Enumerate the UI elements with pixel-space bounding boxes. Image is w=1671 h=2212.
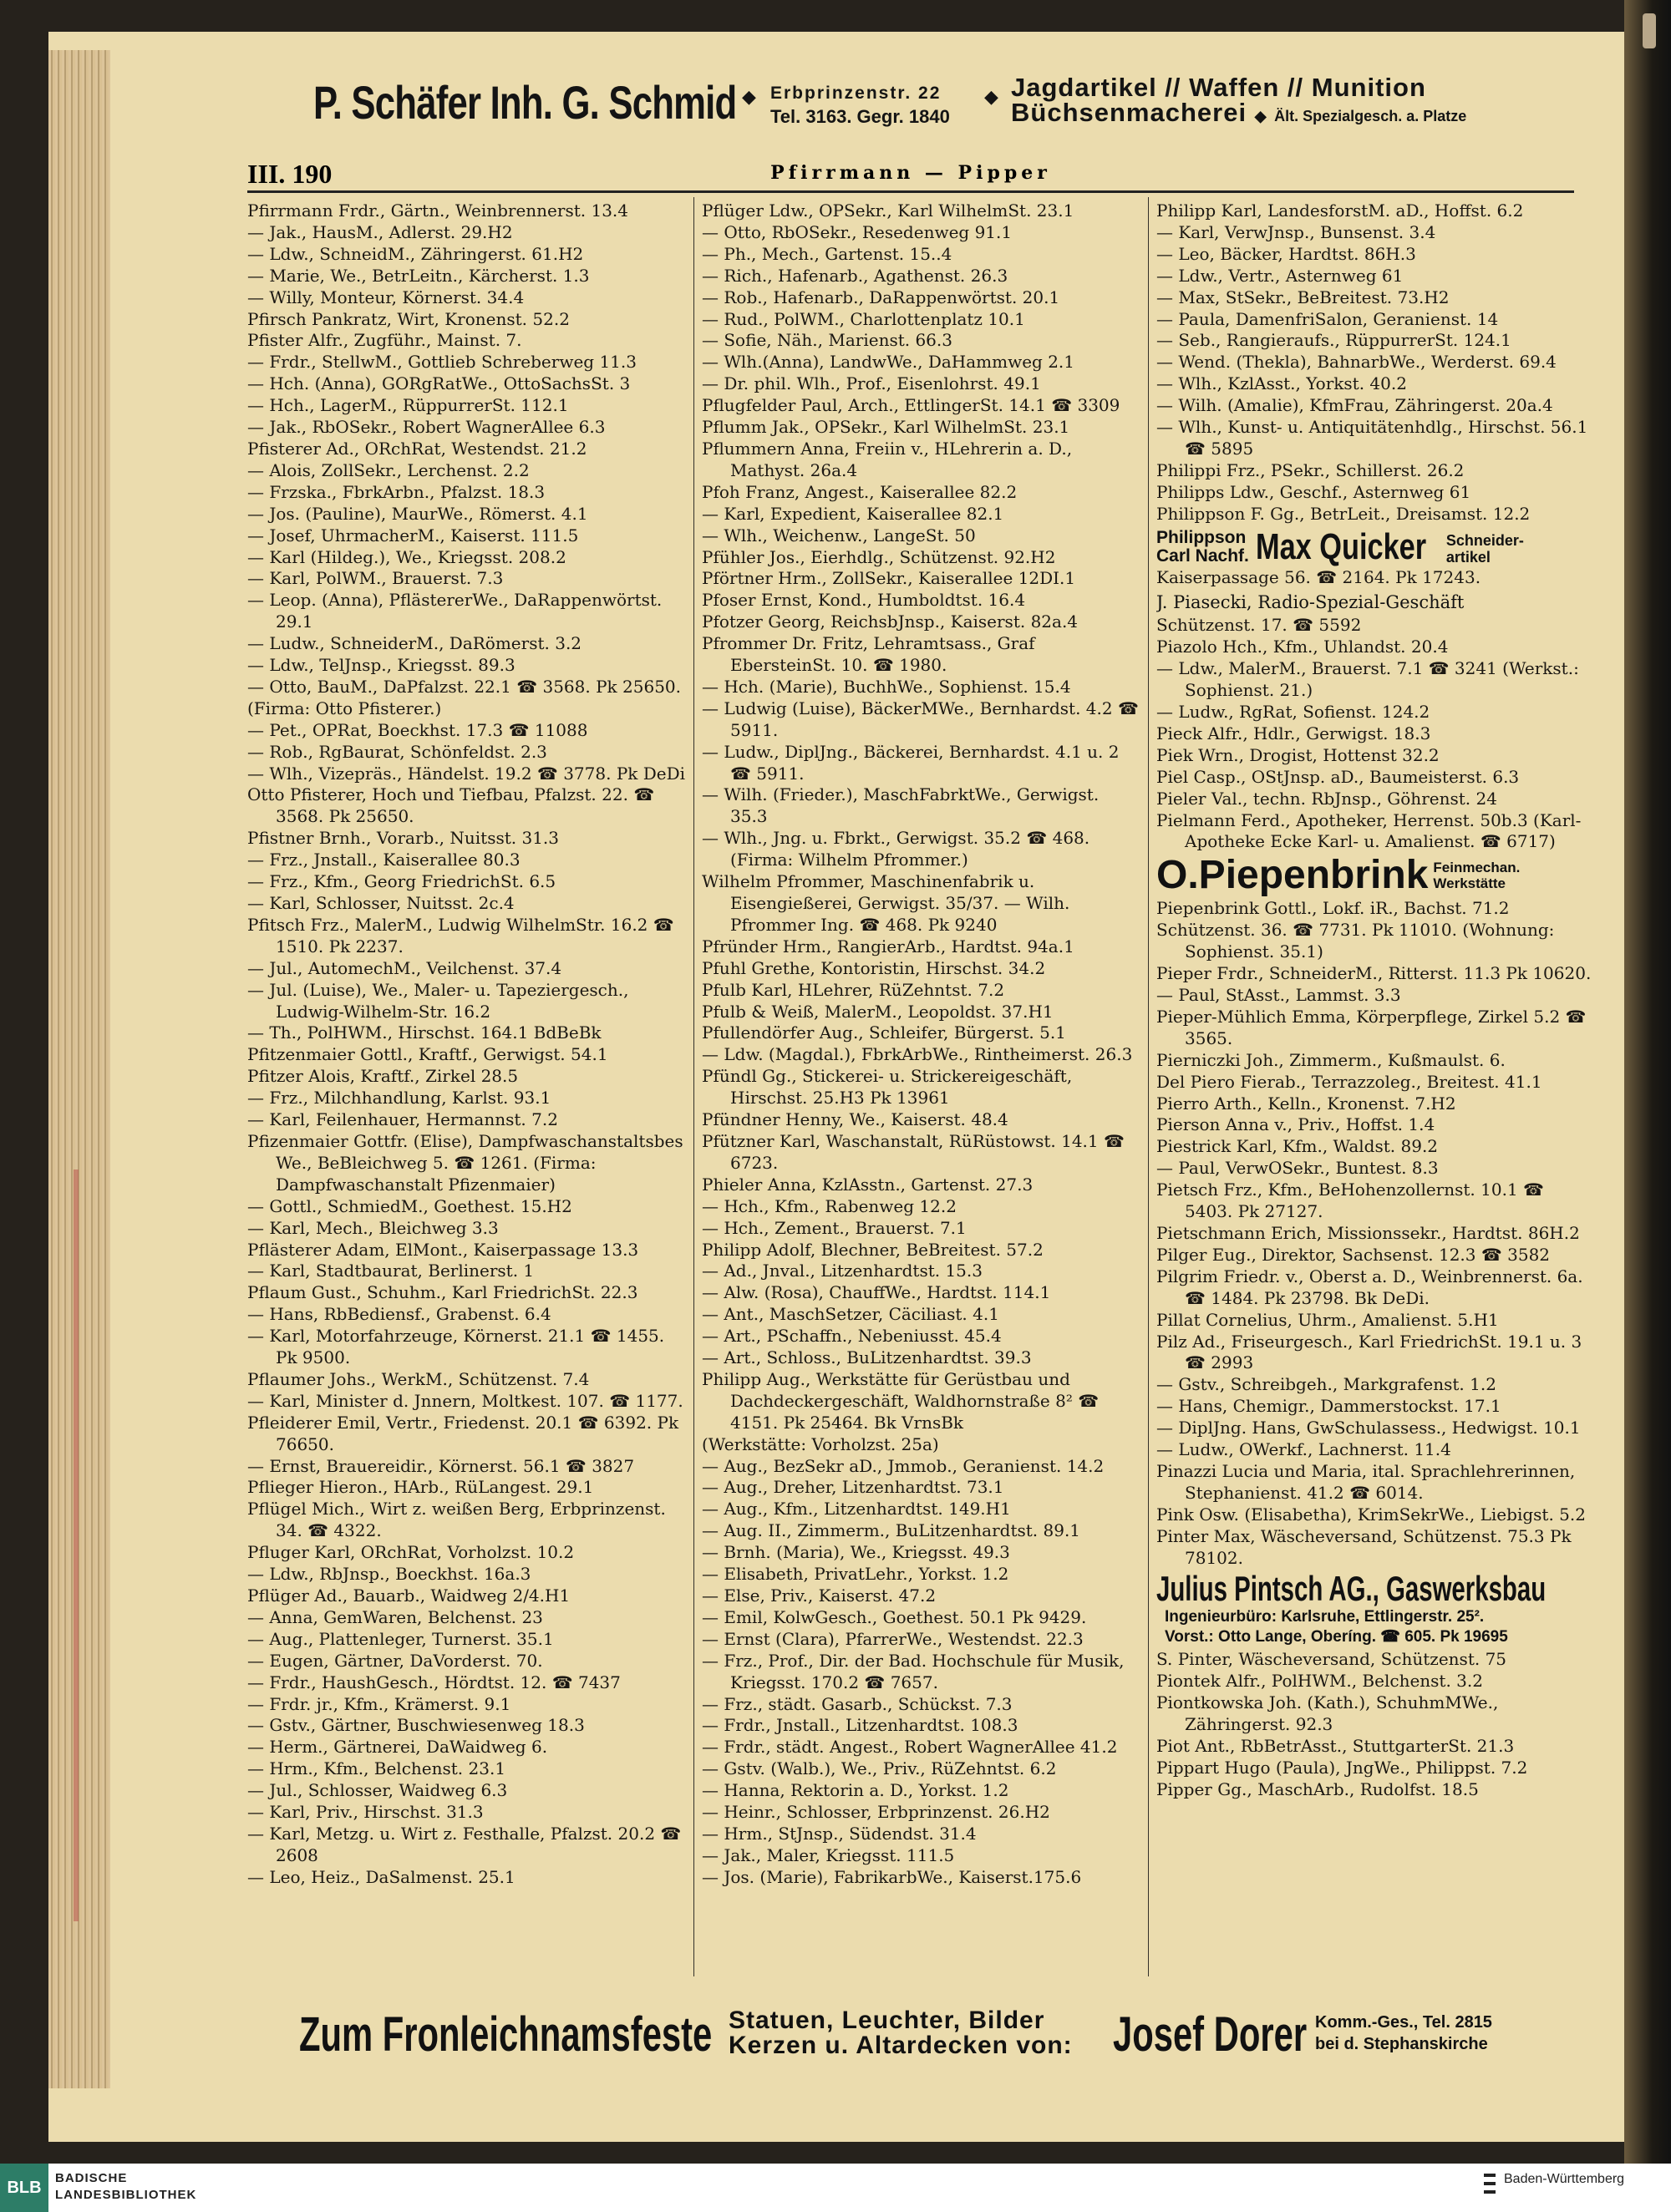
directory-entry: — Max, StSekr., BeBreitest. 73.H2: [1156, 287, 1450, 307]
directory-entry: — Leo, Heiz., DaSalmenst. 25.1: [247, 1866, 516, 1887]
directory-entry: — Anna, GemWaren, Belchenst. 23: [247, 1606, 543, 1627]
directory-entry: — Hch., Kfm., Rabenweg 12.2: [702, 1195, 957, 1216]
directory-entry: — Karl, Schlosser, Nuitsst. 2c.4: [247, 893, 515, 913]
directory-entry: — Paul, VerwOSekr., Buntest. 8.3: [1156, 1158, 1439, 1179]
directory-entry: — Karl, Priv., Hirschst. 31.3: [247, 1802, 484, 1823]
directory-entry: — Aug., Plattenleger, Turnerst. 35.1: [247, 1628, 554, 1649]
directory-entry: Pierro Arth., Kelln., Kronenst. 7.H2: [1156, 1093, 1456, 1114]
directory-entry: — Ldw., RbJnsp., Boeckhst. 16a.3: [247, 1564, 531, 1585]
directory-entry: Pflästerer Adam, ElMont., Kaiserpassage 13.3: [247, 1239, 639, 1260]
directory-entry: — Karl, Mech., Bleichweg 3.3: [247, 1217, 499, 1238]
ad-piepenbrink: O.Piepenbrink Feinmechan. Werkstätte: [1156, 853, 1521, 898]
directory-entry: Pfleiderer Emil, Vertr., Friedenst. 20.1 ☎ 6392. Pk 76650.: [247, 1412, 679, 1454]
baden-wuerttemberg-label: Baden-Württemberg: [1504, 2172, 1625, 2186]
directory-entry: Pillat Cornelius, Uhrm., Amalienst. 5.H1: [1156, 1309, 1499, 1330]
directory-entry: Pfoser Ernst, Kond., Humboldtst. 16.4: [702, 590, 1026, 611]
advertiser-address: Erbprinzenstr. 22 Tel. 3163. Gegr. 1840: [770, 84, 950, 127]
directory-entry: Piot Ant., RbBetrAsst., StuttgarterSt. 21.3: [1156, 1736, 1515, 1757]
directory-entry: — Karl, PolWM., Brauerst. 7.3: [247, 568, 504, 589]
directory-entry: Pfirrmann Frdr., Gärtn., Weinbrennerst. 13.4: [247, 200, 628, 221]
directory-entry: — Wilh. (Frieder.), MaschFabrktWe., Gerwigst. 35.3: [702, 784, 1100, 827]
directory-entry: — Aug., Kfm., Litzenhardtst. 149.H1: [702, 1499, 1011, 1519]
directory-entry: Pierniczki Joh., Zimmerm., Kußmaulst. 6.: [1156, 1049, 1506, 1070]
directory-entry: — Karl (Hildeg.), We., Kriegsst. 208.2: [247, 546, 566, 567]
page-edge-stack: [48, 50, 110, 2088]
directory-entry: Pflummern Anna, Freiin v., HLehrerin a. D., Mathyst. 26a.4: [702, 438, 1073, 480]
directory-entry: — Pet., OPRat, Boeckhst. 17.3 ☎ 11088: [247, 719, 588, 740]
directory-entry: — Wlh., Jng. u. Fbrkt., Gerwigst. 35.2 ☎ 468. (Firma: Wilhelm Pfrommer.): [702, 828, 1090, 870]
directory-entry: — Ludw., SchneiderM., DaRömerst. 3.2: [247, 633, 582, 654]
book-spine: [1624, 0, 1671, 2164]
directory-entry: — Seb., Rangieraufs., RüppurrerSt. 124.1: [1156, 330, 1511, 351]
directory-entry: — Brnh. (Maria), We., Kriegsst. 49.3: [702, 1542, 1010, 1563]
directory-entry: — Dr. phil. Wlh., Prof., Eisenlohrst. 49.1: [702, 373, 1041, 394]
directory-entry: — Karl, Minister d. Jnnern, Moltkest. 107. ☎ 1177.: [247, 1390, 683, 1411]
directory-entry: Pierson Anna v., Priv., Hoffst. 1.4: [1156, 1114, 1435, 1135]
directory-column-3: [1156, 200, 1596, 1980]
directory-entry: Pfullendörfer Aug., Schleifer, Bürgerst. 5.1: [702, 1022, 1066, 1043]
directory-entry: — Ad., Jnval., Litzenhardtst. 15.3: [702, 1261, 983, 1281]
directory-entry: Piepenbrink Gottl., Lokf. iR., Bachst. 71.2: [1156, 898, 1510, 919]
directory-entry: Piazolo Hch., Kfm., Uhlandst. 20.4: [1156, 637, 1449, 657]
directory-entry: — Ldw., SchneidM., Zähringerst. 61.H2: [247, 243, 584, 264]
directory-entry: — Sofie, Näh., Marienst. 66.3: [702, 330, 952, 351]
ad-pintsch: Julius Pintsch AG., Gaswerksbau Ingenieurbüro: Karlsruhe, Ettlingerstr. 25². Vorst.: Otto Lange, Oberíng. ☎ 605. Pk 19695: [1156, 1569, 1547, 1646]
directory-entry: — Frz., Prof., Dir. der Bad. Hochschule für Musik, Kriegsst. 170.2 ☎ 7657.: [702, 1650, 1125, 1692]
directory-entry: — Ludw., OWerkf., Lachnerst. 11.4: [1156, 1439, 1451, 1460]
directory-entry: — Karl, Expedient, Kaiserallee 82.1: [702, 503, 1004, 524]
directory-entry: Philipp Aug., Werkstätte für Gerüstbau und Dachdeckergeschäft, Waldhornstraße 8² ☎ 4151. Pk 25464. Bk VrnsBk: [702, 1368, 1100, 1433]
directory-entry: — Rich., Hafenarb., Agathenst. 26.3: [702, 265, 1008, 286]
directory-entry: Pilger Eug., Direktor, Sachsenst. 12.3 ☎ 3582: [1156, 1244, 1551, 1265]
directory-entry: — Art., PSchaffn., Nebeniusst. 45.4: [702, 1326, 1002, 1347]
header-advertisement: [301, 74, 1537, 140]
directory-entry: — Rob., Hafenarb., DaRappenwörtst. 20.1: [702, 287, 1060, 307]
directory-entry: — Hch. (Anna), GORgRatWe., OttoSachsSt. 3: [247, 373, 631, 394]
directory-entry: — Gstv., Schreibgeh., Markgrafenst. 1.2: [1156, 1374, 1496, 1395]
footer-ad-headline: Zum Fronleichnamsfeste: [299, 2007, 713, 2062]
directory-entry: — Wlh., Kunst- u. Antiquitätenhdlg., Hirschst. 56.1 ☎ 5895: [1156, 417, 1588, 459]
directory-entry: Pflüger Ldw., OPSekr., Karl WilhelmSt. 23.1: [702, 200, 1074, 221]
directory-entry: — Hch., Zement., Brauerst. 7.1: [702, 1217, 967, 1238]
directory-entry: Pieler Val., techn. RbJnsp., Göhrenst. 24: [1156, 788, 1497, 809]
directory-entry: — Alois, ZollSekr., Lerchenst. 2.2: [247, 459, 530, 480]
directory-entry: Pfotzer Georg, ReichsbJnsp., Kaiserst. 82a.4: [702, 611, 1079, 632]
directory-entry: — Ldw., Vertr., Asternweg 61: [1156, 265, 1404, 286]
directory-entry: — Wlh.(Anna), LandwWe., DaHammweg 2.1: [702, 352, 1075, 373]
directory-entry: Pfistner Brnh., Vorarb., Nuitsst. 31.3: [247, 828, 560, 849]
directory-entry: Pfrommer Dr. Fritz, Lehramtsass., Graf EbersteinSt. 10. ☎ 1980.: [702, 633, 1035, 676]
directory-entry: Pflüger Ad., Bauarb., Waidweg 2/4.H1: [247, 1585, 571, 1606]
footer-advertisement: [294, 2005, 1581, 2072]
directory-entry: — Rob., RgBaurat, Schönfeldst. 2.3: [247, 741, 547, 762]
directory-entry: — Aug., BezSekr aD., Jmmob., Geranienst. 14.2: [702, 1455, 1105, 1476]
directory-entry: — Hrm., Kfm., Belchenst. 23.1: [247, 1758, 506, 1779]
ad-max-quicker: Philippson Carl Nachf. Max Quicker Schneider- artikel: [1156, 525, 1524, 567]
column-divider: [1148, 197, 1149, 1976]
directory-entry: Pfuhl Grethe, Kontoristin, Hirschst. 34.2: [702, 957, 1046, 978]
directory-entry: Pilgrim Friedr. v., Oberst a. D., Weinbrennerst. 6a. ☎ 1484. Pk 23798. Bk DeDi.: [1156, 1266, 1583, 1308]
directory-entry: Philipp Karl, LandesforstM. aD., Hoffst. 6.2: [1156, 200, 1524, 221]
directory-entry: S. Pinter, Wäscheversand, Schützenst. 75: [1156, 1649, 1507, 1670]
directory-entry: Pfulb Karl, HLehrer, RüZehntst. 7.2: [702, 979, 1005, 1000]
directory-entry: — Art., Schloss., BuLitzenhardtst. 39.3: [702, 1347, 1032, 1368]
directory-entry: — Karl, Feilenhauer, Hermannst. 7.2: [247, 1109, 558, 1130]
directory-entry: Pink Osw. (Elisabetha), KrimSekrWe., Liebigst. 5.2: [1156, 1504, 1586, 1525]
directory-entry: Pflieger Hieron., HArb., RüLangest. 29.1: [247, 1477, 594, 1498]
directory-entry: Schützenst. 36. ☎ 7731. Pk 11010. (Wohnung: Sophienst. 35.1): [1156, 920, 1555, 962]
directory-entry: — Gottl., SchmiedM., Goethest. 15.H2: [247, 1195, 572, 1216]
directory-entry: Piontkowska Joh. (Kath.), SchuhmMWe., Zähringerst. 92.3: [1156, 1692, 1499, 1735]
directory-entry: Pippart Hugo (Paula), JngWe., Philippst. 7.2: [1156, 1758, 1528, 1778]
directory-entry: Pipper Gg., MaschArb., Rudolfst. 18.5: [1156, 1778, 1479, 1799]
directory-entry: — Gstv. (Walb.), We., Priv., RüZehntst. 6.2: [702, 1758, 1057, 1779]
directory-entry: Philippi Frz., PSekr., Schillerst. 26.2: [1156, 459, 1465, 480]
directory-entry: Pfizenmaier Gottfr. (Elise), Dampfwaschanstaltsbes We., BeBleichweg 5. ☎ 1261. (Firma: Dampfwaschanstalt Pfizenmaier): [247, 1130, 683, 1195]
ad-piasecki: J. Piasecki, Radio-Spezial-Geschäft: [1156, 591, 1465, 612]
advertiser-name: P. Schäfer Inh. G. Schmid: [313, 76, 737, 129]
directory-entry: Pförtner Hrm., ZollSekr., Kaiserallee 12DI.1: [702, 568, 1076, 589]
directory-entry: — Jul. (Luise), We., Maler- u. Tapeziergesch., Ludwig-Wilhelm-Str. 16.2: [247, 979, 629, 1022]
directory-entry: Pietschmann Erich, Missionssekr., Hardtst. 86H.2: [1156, 1222, 1580, 1243]
directory-entry: — Paul, StAsst., Lammst. 3.3: [1156, 985, 1401, 1005]
directory-entry: — Frdr. jr., Kfm., Krämerst. 9.1: [247, 1693, 511, 1714]
directory-entry: Del Piero Fierab., Terrazzoleg., Breitest. 41.1: [1156, 1071, 1542, 1092]
directory-entry: Pflaum Gust., Schuhm., Karl FriedrichSt. 22.3: [247, 1282, 638, 1303]
directory-entry: — Ludw., RgRat, Sofienst. 124.2: [1156, 702, 1430, 723]
page-edge-red-mark: [74, 1169, 79, 1921]
directory-entry: — Jak., RbOSekr., Robert WagnerAllee 6.3: [247, 417, 606, 438]
directory-entry: Piestrick Karl, Kfm., Waldst. 89.2: [1156, 1136, 1439, 1157]
directory-entry: — Jak., HausM., Adlerst. 29.H2: [247, 221, 513, 242]
directory-entry: Pinazzi Lucia und Maria, ital. Sprachlehrerinnen, Stephanienst. 41.2 ☎ 6014.: [1156, 1460, 1576, 1503]
directory-entry: — Paula, DamenfriSalon, Geranienst. 14: [1156, 308, 1499, 329]
directory-entry: — Hch. (Marie), BuchhWe., Sophienst. 15.4: [702, 676, 1071, 697]
directory-entry: — Karl, Motorfahrzeuge, Körnerst. 21.1 ☎ 1455. Pk 9500.: [247, 1326, 665, 1368]
directory-entry: Pfitzer Alois, Kraftf., Zirkel 28.5: [247, 1066, 519, 1087]
directory-entry: Piel Casp., OStJnsp. aD., Baumeisterst. 6.3: [1156, 766, 1520, 787]
directory-entry: — Willy, Monteur, Körnerst. 34.4: [247, 287, 525, 307]
directory-entry: — Otto, RbOSekr., Resedenweg 91.1: [702, 221, 1013, 242]
directory-entry: — Frz., Jnstall., Kaiserallee 80.3: [247, 850, 521, 870]
advertiser-goods: Jagdartikel // Waffen // Munition Büchsenmacherei ◆ Ält. Spezialgesch. a. Platze: [1011, 73, 1467, 127]
directory-entry: Pfluger Karl, ORchRat, Vorholzst. 10.2: [247, 1542, 575, 1563]
directory-entry: Pieper Frdr., SchneiderM., Ritterst. 11.3 Pk 10620.: [1156, 963, 1592, 984]
directory-entry: — Ant., MaschSetzer, Cäciliast. 4.1: [702, 1304, 999, 1325]
directory-entry: — Hch., LagerM., RüppurrerSt. 112.1: [247, 395, 569, 416]
directory-entry: — Leo, Bäcker, Hardtst. 86H.3: [1156, 243, 1416, 264]
directory-entry: — Herm., Gärtnerei, DaWaidweg 6.: [247, 1737, 548, 1758]
directory-entry: Pflumm Jak., OPSekr., Karl WilhelmSt. 23.1: [702, 417, 1070, 438]
directory-entry: Pfützner Karl, Waschanstalt, RüRüstowst. 14.1 ☎ 6723.: [702, 1130, 1125, 1173]
directory-entry: — Wlh., KzlAsst., Yorkst. 40.2: [1156, 373, 1407, 394]
directory-entry: — Alw. (Rosa), ChauffWe., Hardtst. 114.1: [702, 1282, 1051, 1303]
directory-entry: — Th., PolHWM., Hirschst. 164.1 BdBeBk: [247, 1022, 602, 1043]
directory-entry: — Ludwig (Luise), BäckerMWe., Bernhardst. 4.2 ☎ 5911.: [702, 698, 1139, 740]
directory-entry: — Else, Priv., Kaiserst. 47.2: [702, 1585, 937, 1606]
directory-entry: Pfitsch Frz., MalerM., Ludwig WilhelmStr. 16.2 ☎ 1510. Pk 2237.: [247, 914, 674, 956]
directory-entry: — Aug. II., Zimmerm., BuLitzenhardtst. 89.1: [702, 1520, 1081, 1541]
directory-entry: Pietsch Frz., Kfm., BeHohenzollernst. 10.1 ☎ 5403. Pk 27127.: [1156, 1180, 1544, 1222]
directory-entry: — Ernst, Brauereidir., Körnerst. 56.1 ☎ 3827: [247, 1455, 635, 1476]
directory-entry: — Wlh., Vizepräs., Händelst. 19.2 ☎ 3778. Pk DeDi: [247, 763, 686, 784]
column-divider: [693, 197, 694, 1976]
directory-entry: — Jos. (Pauline), MaurWe., Römerst. 4.1: [247, 503, 588, 524]
directory-entry: (Werkstätte: Vorholzst. 25a): [702, 1433, 939, 1454]
directory-entry: Pfisterer Ad., ORchRat, Westendst. 21.2: [247, 438, 587, 459]
footer-ad-goods: Statuen, Leuchter, Bilder Kerzen u. Altardecken von:: [729, 2007, 1073, 2059]
directory-entry: — Aug., Dreher, Litzenhardtst. 73.1: [702, 1477, 1004, 1498]
baden-wuerttemberg-lion-icon: [1482, 2170, 1499, 2204]
directory-entry: — Karl, VerwJnsp., Bunsenst. 3.4: [1156, 221, 1436, 242]
directory-entry: — Hanna, Rektorin a. D., Yorkst. 1.2: [702, 1780, 1009, 1801]
directory-entry: Philippson F. Gg., BetrLeit., Dreisamst. 12.2: [1156, 503, 1531, 524]
directory-entry: Piontek Alfr., PolHWM., Belchenst. 3.2: [1156, 1671, 1483, 1692]
directory-entry: — Frz., städt. Gasarb., Schückst. 7.3: [702, 1693, 1013, 1714]
page-number: III. 190: [247, 159, 333, 189]
footer-ad-name: Josef Dorer: [1113, 2007, 1308, 2062]
directory-entry: — Ldw. (Magdal.), FbrkArbWe., Rintheimerst. 26.3: [702, 1044, 1133, 1065]
blb-name: BADISCHE LANDESBIBLIOTHEK: [55, 2171, 197, 2202]
directory-column-1: [247, 200, 687, 1980]
directory-entry: Piek Wrn., Drogist, Hottenst 32.2: [1156, 744, 1440, 765]
directory-entry: — Elisabeth, PrivatLehr., Yorkst. 1.2: [702, 1564, 1009, 1585]
directory-entry: Pfündner Henny, We., Kaiserst. 48.4: [702, 1109, 1008, 1130]
directory-entry: — Jul., AutomechM., Veilchenst. 37.4: [247, 957, 562, 978]
directory-entry: Pieper-Mühlich Emma, Körperpflege, Zirkel 5.2 ☎ 3565.: [1156, 1006, 1587, 1048]
directory-entry: — Wend. (Thekla), BahnarbWe., Werderst. 69.4: [1156, 352, 1557, 373]
directory-entry: — Wlh., Weichenw., LangeSt. 50: [702, 525, 976, 545]
directory-entry: — Jul., Schlosser, Waidweg 6.3: [247, 1780, 508, 1801]
directory-entry: Pfoh Franz, Angest., Kaiserallee 82.2: [702, 481, 1018, 502]
directory-entry: Pfister Alfr., Zugführ., Mainst. 7.: [247, 330, 522, 351]
directory-entry: (Firma: Otto Pfisterer.): [247, 698, 442, 718]
directory-entry: Pflügel Mich., Wirt z. weißen Berg, Erbprinzenst. 34. ☎ 4322.: [247, 1499, 666, 1541]
directory-entry: Pfündl Gg., Stickerei- u. Strickereigeschäft, Hirschst. 25.H3 Pk 13961: [702, 1066, 1073, 1109]
directory-entry: Pieck Alfr., Hdlr., Gerwigst. 18.3: [1156, 723, 1431, 743]
directory-entry: Pflugfelder Paul, Arch., EttlingerSt. 14.1 ☎ 3309: [702, 395, 1120, 416]
diamond-icon: ◆: [742, 87, 756, 108]
directory-entry: — Eugen, Gärtner, DaVorderst. 70.: [247, 1650, 543, 1671]
directory-entry: — Karl, Stadtbaurat, Berlinerst. 1: [247, 1261, 535, 1281]
directory-entry: — Frdr., StellwM., Gottlieb Schreberweg 11.3: [247, 352, 637, 373]
directory-entry: — Frzska., FbrkArbn., Pfalzst. 18.3: [247, 481, 546, 502]
directory-entry: — Hans, Chemigr., Dammerstockst. 17.1: [1156, 1396, 1501, 1417]
directory-entry: — Hans, RbBediensf., Grabenst. 6.4: [247, 1304, 551, 1325]
directory-entry: — Otto, BauM., DaPfalzst. 22.1 ☎ 3568. Pk 25650.: [247, 676, 682, 697]
directory-entry: — DiplJng. Hans, GwSchulassess., Hedwigst. 10.1: [1156, 1418, 1581, 1438]
blb-logo-icon[interactable]: BLB: [0, 2164, 48, 2212]
directory-entry: — Frdr., Jnstall., Litzenhardtst. 108.3: [702, 1715, 1018, 1736]
directory-entry: Wilhelm Pfrommer, Maschinenfabrik u. Eisengießerei, Gerwigst. 35/37. — Wilh. Pfrommer Ing. ☎ 468. Pk 9240: [702, 871, 1070, 935]
spine-clip: [1643, 13, 1656, 48]
directory-entry: Otto Pfisterer, Hoch und Tiefbau, Pfalzst. 22. ☎ 3568. Pk 25650.: [247, 784, 655, 827]
directory-entry: Pinter Max, Wäscheversand, Schützenst. 75.3 Pk 78102.: [1156, 1525, 1572, 1568]
footer-ad-contact: Komm.-Ges., Tel. 2815 bei d. Stephanskirche: [1315, 2013, 1492, 2053]
directory-entry: — Ernst (Clara), PfarrerWe., Westendst. 22.3: [702, 1628, 1084, 1649]
directory-entry: Kaiserpassage 56. ☎ 2164. Pk 17243.: [1156, 566, 1481, 587]
directory-entry: Pfitzenmaier Gottl., Kraftf., Gerwigst. 54.1: [247, 1044, 608, 1065]
directory-entry: — Jak., Maler, Kriegsst. 111.5: [702, 1844, 955, 1865]
directory-entry: — Ldw., TelJnsp., Kriegsst. 89.3: [247, 655, 516, 676]
diamond-icon: ◆: [984, 87, 998, 108]
directory-column-2: [702, 200, 1141, 1980]
directory-entry: Pflaumer Johs., WerkM., Schützenst. 7.4: [247, 1368, 590, 1389]
directory-entry: — Frz., Milchhandlung, Karlst. 93.1: [247, 1088, 551, 1109]
directory-entry: — Rud., PolWM., Charlottenplatz 10.1: [702, 308, 1025, 329]
directory-entry: Philipps Ldw., Geschf., Asternweg 61: [1156, 481, 1471, 502]
viewer-footer: [0, 2164, 1671, 2212]
directory-entry: Pfulb & Weiß, MalerM., Leopoldst. 37.H1: [702, 1001, 1054, 1022]
directory-entry: — Wilh. (Amalie), KfmFrau, Zähringerst. 20a.4: [1156, 395, 1553, 416]
directory-entry: Pilz Ad., Friseurgesch., Karl FriedrichSt. 19.1 u. 3 ☎ 2993: [1156, 1331, 1582, 1373]
directory-entry: — Ludw., DiplJng., Bäckerei, Bernhardst. 4.1 u. 2 ☎ 5911.: [702, 741, 1120, 784]
directory-entry: Pfühler Jos., Eierhdlg., Schützenst. 92.H2: [702, 546, 1056, 567]
directory-entry: — Frz., Kfm., Georg FriedrichSt. 6.5: [247, 871, 556, 892]
directory-entry: — Karl, Metzg. u. Wirt z. Festhalle, Pfalzst. 20.2 ☎ 2608: [247, 1823, 682, 1865]
page-header: [247, 154, 1574, 193]
directory-entry: — Frdr., HaushGesch., Hördtst. 12. ☎ 7437: [247, 1672, 621, 1692]
directory-entry: — Josef, UhrmacherM., Kaiserst. 111.5: [247, 525, 579, 545]
directory-entry: — Leop. (Anna), PflästererWe., DaRappenwörtst. 29.1: [247, 590, 663, 632]
directory-entry: — Ph., Mech., Gartenst. 15..4: [702, 243, 952, 264]
directory-entry: — Gstv., Gärtner, Buschwiesenweg 18.3: [247, 1715, 585, 1736]
directory-entry: — Marie, We., BetrLeitn., Kärcherst. 1.3: [247, 265, 590, 286]
directory-entry: — Ldw., MalerM., Brauerst. 7.1 ☎ 3241 (Werkst.: Sophienst. 21.): [1156, 658, 1579, 701]
directory-entry: Pfründer Hrm., RangierArb., Hardtst. 94a.1: [702, 936, 1074, 956]
directory-entry: Pielmann Ferd., Apotheker, Herrenst. 50b.3 (Karl-Apotheke Ecke Karl- u. Amalienst. ☎ 6717): [1156, 809, 1582, 852]
directory-entry: — Emil, KolwGesch., Goethest. 50.1 Pk 9429.: [702, 1606, 1087, 1627]
directory-entry: Pfirsch Pankratz, Wirt, Kronenst. 52.2: [247, 308, 570, 329]
directory-entry: — Heinr., Schlosser, Erbprinzenst. 26.H2: [702, 1802, 1050, 1823]
directory-entry: — Hrm., StJnsp., Südendst. 31.4: [702, 1823, 977, 1844]
directory-entry: Phieler Anna, KzlAsstn., Gartenst. 27.3: [702, 1174, 1034, 1195]
directory-entry: Philipp Adolf, Blechner, BeBreitest. 57.2: [702, 1239, 1044, 1260]
directory-entry: — Jos. (Marie), FabrikarbWe., Kaiserst.175.6: [702, 1866, 1082, 1887]
directory-entry: Schützenst. 17. ☎ 5592: [1156, 615, 1362, 636]
name-range: Pfirrmann — Pipper: [770, 162, 1051, 184]
directory-entry: — Frdr., städt. Angest., Robert WagnerAllee 41.2: [702, 1737, 1118, 1758]
